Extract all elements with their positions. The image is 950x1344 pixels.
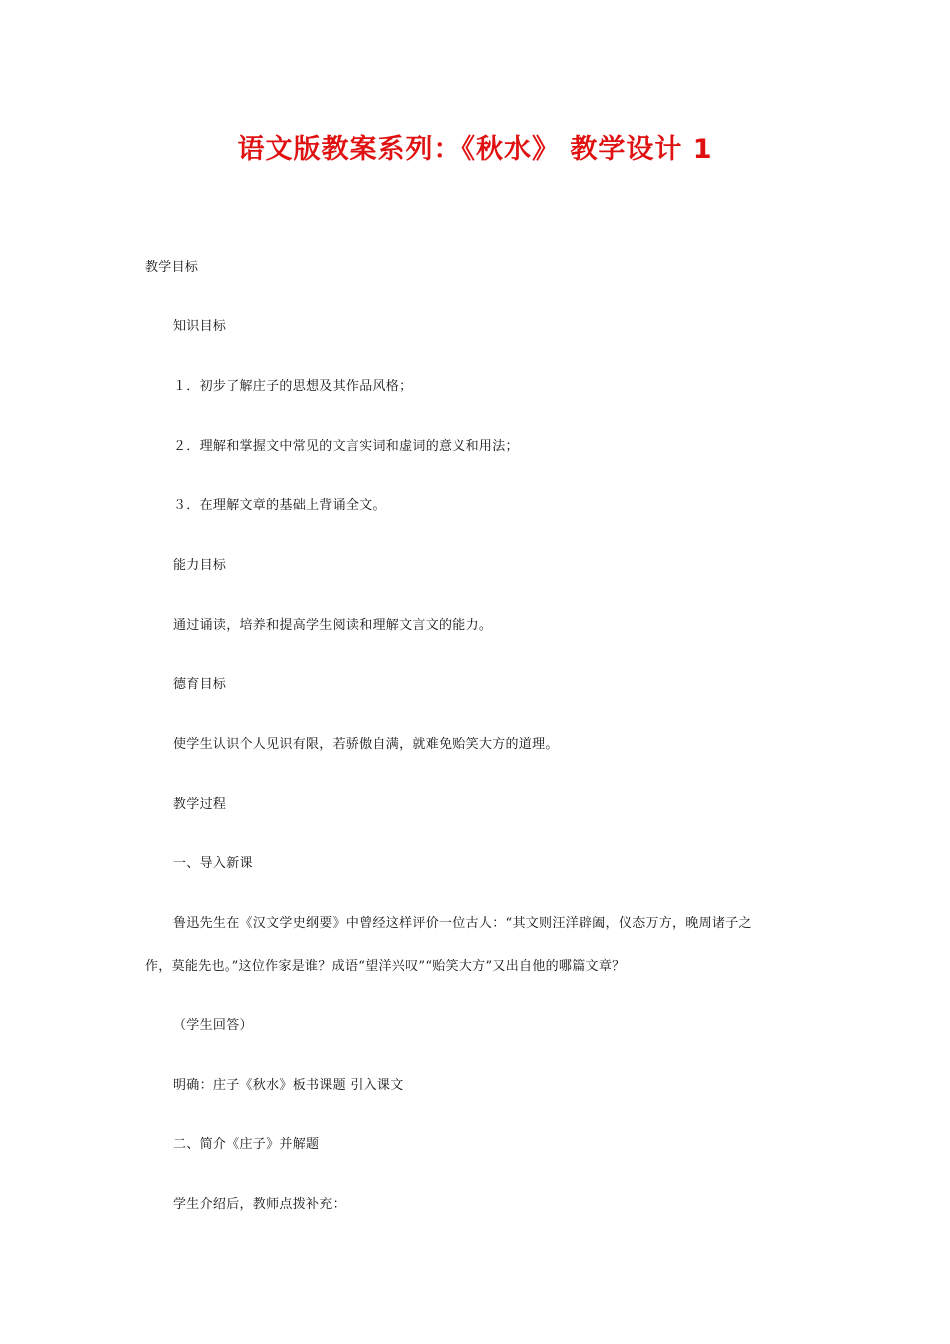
- student-answer-note: （学生回答）: [173, 1018, 253, 1033]
- heading-teaching-goals: 教学目标: [145, 260, 199, 275]
- document-title: 语文版教案系列：《秋水》 教学设计 1: [237, 134, 713, 165]
- moral-text: 使学生认识个人见识有限，若骄傲自满，就难免贻笑大方的道理。: [173, 737, 559, 752]
- ability-text: 通过诵读，培养和提高学生阅读和理解文言文的能力。: [173, 618, 493, 633]
- heading-ability-goals: 能力目标: [173, 558, 227, 573]
- paragraph-1-line-1: 鲁迅先生在《汉文学史纲要》中曾经这样评价一位古人：“其文则汪洋辟阖，仪态万方，晚周诸子之: [173, 916, 752, 931]
- knowledge-item-1: １．初步了解庄子的思想及其作品风格；: [173, 379, 413, 394]
- clarify-text: 明确：庄子《秋水》板书课题 引入课文: [173, 1078, 404, 1093]
- heading-teaching-process: 教学过程: [173, 797, 227, 812]
- intro-text: 学生介绍后，教师点拨补充：: [173, 1197, 346, 1212]
- section-2-heading: 二、简介《庄子》并解题: [173, 1137, 320, 1152]
- knowledge-item-2: ２．理解和掌握文中常见的文言实词和虚词的意义和用法；: [173, 439, 519, 454]
- paragraph-1-line-2: 作，莫能先也。”这位作家是谁？成语“望洋兴叹”“贻笑大方”又出自他的哪篇文章？: [145, 959, 626, 974]
- section-1-heading: 一、导入新课: [173, 856, 253, 871]
- heading-moral-goals: 德育目标: [173, 677, 227, 692]
- knowledge-item-3: ３．在理解文章的基础上背诵全文。: [173, 498, 386, 513]
- heading-knowledge-goals: 知识目标: [173, 319, 227, 334]
